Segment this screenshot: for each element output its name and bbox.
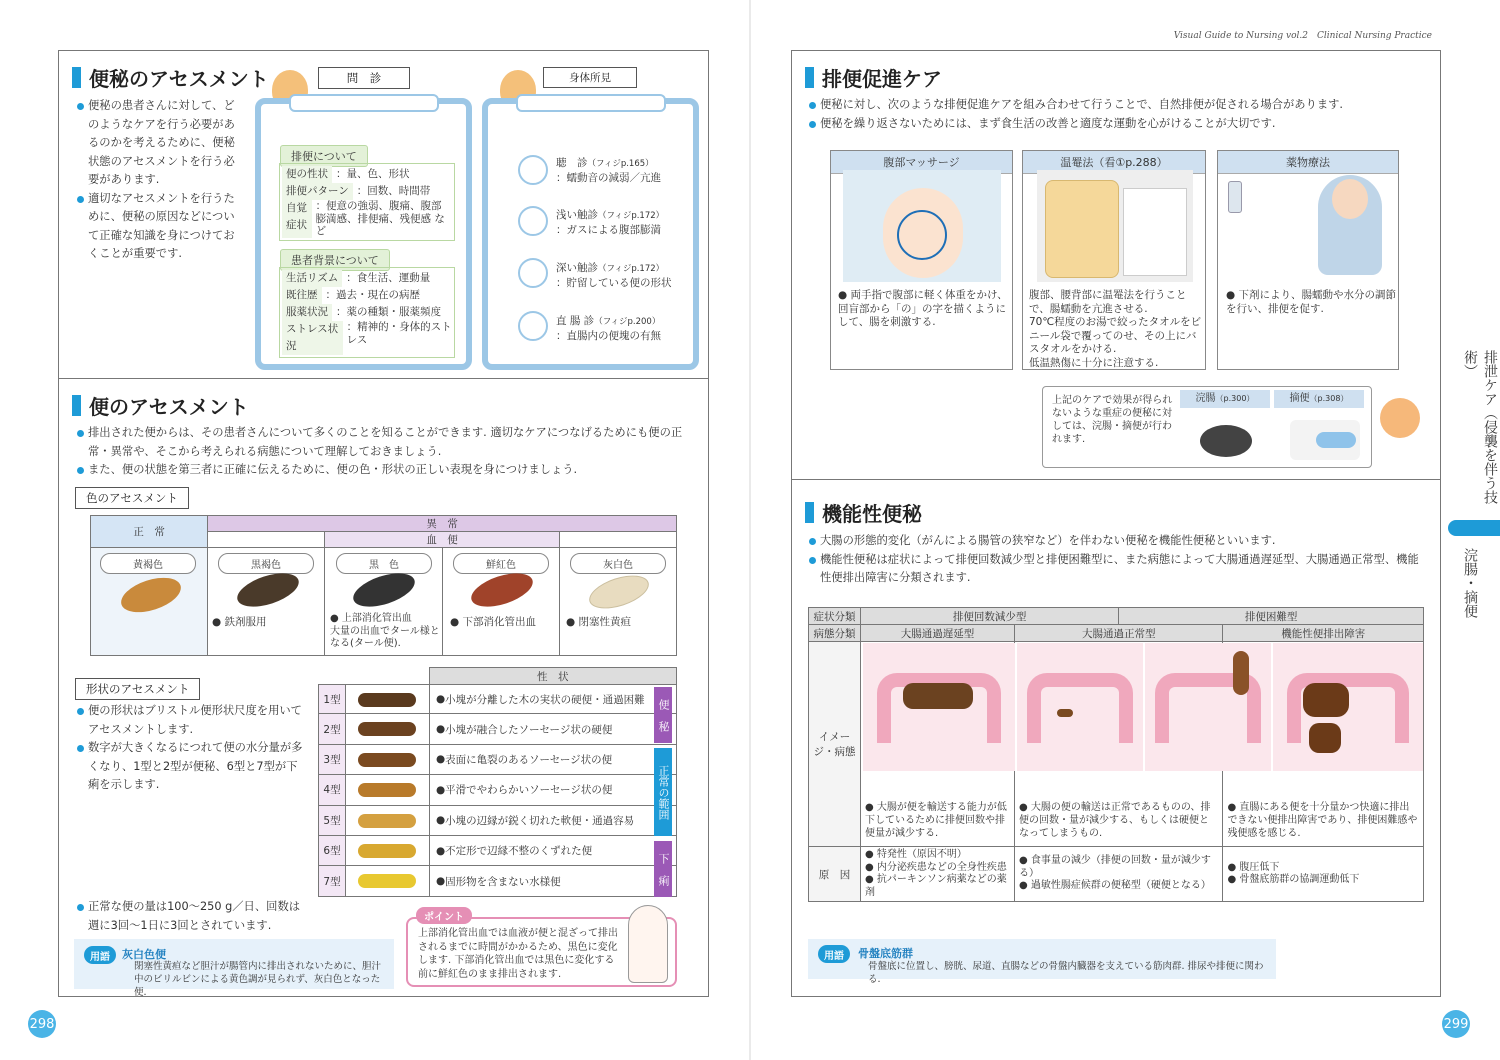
hand-palpation-icon <box>518 258 548 288</box>
bristol-type: 5型 <box>319 806 346 835</box>
bristol-stool-image <box>346 745 430 774</box>
symptom-type-b: 排便困難型 <box>1119 608 1424 625</box>
cause-item: ● 食事量の減少（排便の回数・量が減少する） <box>1019 855 1211 879</box>
shape-bullets <box>76 702 304 795</box>
stool-shape <box>358 874 416 888</box>
color-note: ● 鉄剤服用 <box>212 616 267 628</box>
patient-face <box>1332 179 1368 219</box>
normal-header: 正 常 <box>91 516 208 548</box>
kv-key: 生活リズム <box>282 270 342 287</box>
hot-compress-illustration <box>1037 170 1193 282</box>
bullet-item: 正常な便の量は100〜250 g／日、回数は週に3回〜1日に3回とされています. <box>76 898 304 935</box>
cause-cell <box>861 847 1015 902</box>
bristol-row <box>318 806 677 836</box>
bristol-row <box>318 745 677 775</box>
color-note: ● 上部消化管出血 大量の出血でタール様となる(タール便). <box>330 613 440 649</box>
cause-item: ● 腹圧低下 <box>1227 861 1280 873</box>
bullet-item: 便秘の患者さんに対して、どのようなケアを行う必要があるのかを考えるために、便秘状態のアセスメントを行う必要があります. <box>76 97 244 190</box>
bullet-item: 便秘に対し、次のような排便促進ケアを組み合わせて行うことで、自然排便が促される場合があります. <box>808 96 1428 115</box>
stool-mass <box>1233 651 1249 695</box>
stool-shape <box>358 693 416 707</box>
torso-illustration <box>628 905 668 983</box>
row-label: 原 因 <box>809 847 861 902</box>
term-title: 骨盤底筋群 <box>858 947 913 960</box>
color-label: 黄褐色 <box>100 553 196 574</box>
bullet-item: 便の形状はブリストル便形状尺度を用いてアセスメントします. <box>76 702 304 739</box>
about-stool-list <box>279 163 455 241</box>
care-card-text: ● 両手指で腹部に軽く体重をかけ、回盲部から「の」の字を描くようにして、腸を刺激する. <box>838 289 1008 328</box>
bristol-desc: ● 不定形で辺縁不整のくずれた便 <box>436 844 593 858</box>
constipation-arrow: 便 秘 <box>654 687 672 743</box>
stool-mass <box>1057 709 1073 717</box>
colon-illustration-normal-transit-2 <box>1145 643 1271 771</box>
colon-illustration-defecation-disorder <box>1273 643 1423 771</box>
bristol-type: 4型 <box>319 775 346 804</box>
physical-item-ref: （フィジp.172） <box>598 264 665 274</box>
bristol-row <box>318 775 677 805</box>
colon-shape <box>1027 673 1133 743</box>
color-label: 黒 色 <box>336 553 432 574</box>
kv-key: 便の性状 <box>282 166 332 183</box>
circular-arrow-icon <box>897 210 947 260</box>
color-note: ● 閉塞性黄疸 <box>566 616 631 628</box>
bristol-stool-image <box>346 806 430 835</box>
bristol-desc: ● 平滑でやわらかいソーセージ状の便 <box>436 783 613 797</box>
plastic-bag-shape <box>1123 188 1187 276</box>
bristol-stool-image <box>346 866 430 895</box>
bullet-item: 排出された便からは、その患者さんについて多くのことを知ることができます. 適切なケアにつなげるためにも便の正常・異常や、そこから考えられる病態について理解しておきましょう. <box>76 424 696 461</box>
physical-item-desc: ：ガスによる腹部膨満 <box>556 224 661 236</box>
care-card-title: 温罨法（看①p.288） <box>1023 151 1205 174</box>
color-assessment-tag: 色のアセスメント <box>75 487 189 509</box>
color-note: ● 下部消化管出血 <box>450 616 536 628</box>
bristol-type: 6型 <box>319 836 346 865</box>
physical-item-ref: （フィジp.165） <box>587 159 654 169</box>
disimpaction-label: 摘便（p.308） <box>1274 390 1364 408</box>
pathology-desc: ● 大腸の便の輸送は正常であるものの、排便の回数・量が減少する、もしくは硬便となってしまうもの. <box>1019 802 1211 839</box>
abnormal-header: 異 常 <box>208 516 677 532</box>
physical-item-name: 直 腸 診 <box>556 315 595 327</box>
severe-case-text: 上記のケアで効果が得られないような重症の便秘に対しては、浣腸・摘便が行われます. <box>1052 395 1173 445</box>
row-label: 病態分類 <box>809 625 861 642</box>
gloved-hand-illustration <box>1290 420 1360 460</box>
cause-cell <box>1015 847 1223 902</box>
stool-bullets <box>76 424 696 480</box>
cause-item: ● 骨盤底筋群の協調運動低下 <box>1227 874 1360 885</box>
bristol-header: 性 状 <box>429 668 677 685</box>
bullet-item: 便秘を繰り返さないためには、まず食生活の改善と適度な運動を心がけることが大切です. <box>808 115 1428 134</box>
elderly-patient-illustration <box>1318 175 1382 275</box>
bristol-stool-image <box>346 685 430 713</box>
care-card-title: 薬物療法 <box>1218 151 1398 174</box>
physical-tag: 身体所見 <box>543 67 637 88</box>
stool-mass <box>1303 683 1349 717</box>
kv-key: ストレス状況 <box>282 321 343 355</box>
bristol-row <box>318 714 677 744</box>
normal-amount-bullet <box>76 898 304 935</box>
cause-item: ● 抗パーキンソン病薬などの薬剤 <box>865 874 1007 898</box>
chapter-side-tab: 排泄ケア（侵襲を伴う技術） <box>1462 350 1498 504</box>
kv-value: ：回数、時間帯 <box>356 185 431 197</box>
pathology-type: 大腸通過正常型 <box>1015 625 1223 642</box>
physical-item-name: 聴 診 <box>556 157 588 169</box>
towel-shape <box>1045 180 1119 278</box>
page-gutter <box>749 0 751 1060</box>
bristol-stool-image <box>346 836 430 865</box>
row-label: 症状分類 <box>809 608 861 625</box>
care-card-massage <box>830 150 1013 370</box>
cause-item: ● 特発性（原因不明） <box>865 849 967 860</box>
term-text: 閉塞性黄疸など胆汁が腸管内に排出されないために、胆汁中のビリルビンによる黄色調が見られず、灰白色となった便. <box>134 961 382 998</box>
page-number-left: 298 <box>28 1010 56 1038</box>
point-text: 上部消化管出血では血液が便と混ざって排出されるまでに時間がかかるため、黒色に変化します. 下部消化管出血では黒色に変化する前に鮮紅色のまま排出されます. <box>418 928 618 980</box>
physical-item-desc: ：直腸内の便塊の有無 <box>556 330 661 342</box>
physical-item <box>556 261 691 290</box>
bullet-item: 機能性便秘は症状によって排便回数減少型と排便困難型に、また病態によって大腸通過遅延型、大腸通過正常型、機能性便排出障害に分類されます. <box>808 551 1428 588</box>
interview-tag: 問 診 <box>318 67 410 89</box>
term-label: 用語 <box>84 946 116 964</box>
physical-item-name: 深い触診 <box>556 262 598 274</box>
physical-item-desc: ：貯留している便の形状 <box>556 277 672 289</box>
enema-label: 浣腸（p.300） <box>1180 390 1270 408</box>
bristol-desc: ● 小塊の辺縁が鋭く切れた軟便・通過容易 <box>436 814 635 827</box>
side-tab-marker <box>1448 520 1500 536</box>
stethoscope-icon <box>518 155 548 185</box>
stool-mass <box>1309 723 1341 753</box>
bristol-type: 7型 <box>319 866 346 895</box>
constipation-bullets <box>76 97 244 264</box>
bristol-scale-table <box>318 667 677 685</box>
kv-key: 服薬状況 <box>282 304 332 321</box>
symptom-type-a: 排便回数減少型 <box>861 608 1119 625</box>
section-title-constipation-assessment: 便秘のアセスメント <box>72 63 269 92</box>
about-stool-heading: 排便について <box>280 145 368 167</box>
colon-illustration-normal-transit-1 <box>1017 643 1143 771</box>
bristol-stool-image <box>346 775 430 804</box>
physical-item-desc: ：蠕動音の減弱／亢進 <box>556 172 661 184</box>
color-label: 鮮紅色 <box>453 553 549 574</box>
physical-item <box>556 156 691 185</box>
bristol-desc: ● 小塊が融合したソーセージ状の硬便 <box>436 723 613 736</box>
stool-shape <box>358 844 416 858</box>
section-title-stool-assessment: 便のアセスメント <box>72 391 249 420</box>
section-title-promotion-care: 排便促進ケア <box>805 63 942 92</box>
physical-item <box>556 208 691 237</box>
bristol-row <box>318 836 677 866</box>
term-text: 骨盤底に位置し、膀胱、尿道、直腸などの骨盤内臓器を支えている筋肉群. 排尿や排便に関わる. <box>868 961 1264 985</box>
section-title-functional-constipation: 機能性便秘 <box>805 498 922 527</box>
bloody-stool-header: 血 便 <box>325 532 559 548</box>
stool-mass <box>903 683 973 709</box>
promotion-bullets <box>808 96 1428 133</box>
stool-shape <box>358 753 416 767</box>
bristol-desc: ● 表面に亀裂のあるソーセージ状の便 <box>436 753 613 766</box>
pathology-desc: ● 直腸にある便を十分量かつ快適に排出できない便排出障害であり、排便困難感や残便感を感じる. <box>1227 802 1418 839</box>
massage-illustration <box>843 170 1001 282</box>
color-label: 灰白色 <box>570 553 666 574</box>
color-label: 黒褐色 <box>218 553 314 574</box>
enema-bulb-illustration <box>1200 425 1252 457</box>
bristol-row <box>318 866 677 896</box>
shape-assessment-tag: 形状のアセスメント <box>75 678 200 700</box>
kv-value: ：食生活、運動量 <box>346 272 431 284</box>
page-number-right: 299 <box>1442 1010 1470 1038</box>
bullet-item: 数字が大きくなるにつれて便の水分量が多くなり、1型と2型が便秘、6型と7型が下痢を示します. <box>76 739 304 795</box>
colon-illustration-slow-transit <box>863 643 1015 771</box>
kv-value: ：便意の強弱、腹痛、腹部膨満感、排便痛、残便感 など <box>315 200 445 237</box>
bristol-row <box>318 684 677 714</box>
point-label: ポイント <box>416 907 472 924</box>
clipboard-clip <box>516 94 666 112</box>
kv-key: 排便パターン <box>282 183 353 200</box>
care-card-text: 腹部、腰背部に温罨法を行うことで、腸蠕動を亢進させる. 70℃程度のお湯で絞ったタオルをビニール袋で覆ってのせ、その上にバスタオルをかける. 低温熱傷に十分に注意する. <box>1029 289 1202 369</box>
normal-range-arrow: 正常の範囲 <box>654 748 672 836</box>
section-divider <box>792 479 1440 480</box>
physical-item-name: 浅い触診 <box>556 209 598 221</box>
bristol-type: 3型 <box>319 745 346 774</box>
patient-background-list <box>279 267 455 358</box>
running-header: Visual Guide to Nursing vol.2 Clinical Nursing Practice <box>1173 31 1432 41</box>
section-divider <box>59 378 708 379</box>
nurse-illustration <box>1380 398 1420 438</box>
bullet-item: また、便の状態を第三者に正確に伝えるために、便の色・形状の正しい表現を身につけましょう. <box>76 461 696 480</box>
cause-cell <box>1223 847 1424 902</box>
bristol-stool-image <box>346 714 430 743</box>
kv-key: 既往歴 <box>282 287 322 304</box>
physical-item-ref: （フィジp.200） <box>594 317 661 327</box>
bullet-item: 大腸の形態的変化（がんによる腸管の狭窄など）を伴わない便秘を機能性便秘といいます. <box>808 532 1428 551</box>
stool-shape <box>358 814 416 828</box>
bristol-desc: ● 固形物を含まない水様便 <box>436 875 561 888</box>
bristol-type: 2型 <box>319 714 346 743</box>
care-card-medication <box>1217 150 1399 370</box>
cause-item: ● 過敏性腸症候群の便秘型（硬便となる） <box>1019 880 1211 892</box>
stool-shape <box>358 722 416 736</box>
bristol-type: 1型 <box>319 685 346 713</box>
medicine-bottle-icon <box>1228 181 1242 213</box>
term-label: 用語 <box>818 945 850 963</box>
kv-value: ：量、色、形状 <box>336 168 410 180</box>
pathology-type: 大腸通過遅延型 <box>861 625 1015 642</box>
kv-value: ：過去・現在の病歴 <box>325 289 420 301</box>
term-title: 灰白色便 <box>122 948 166 961</box>
patient-background-heading: 患者背景について <box>280 249 390 271</box>
row-label: イメージ・病態 <box>809 642 861 847</box>
pathology-type: 機能性便排出障害 <box>1223 625 1424 642</box>
functional-bullets <box>808 532 1428 588</box>
stool-shape <box>358 783 416 797</box>
physical-item <box>556 314 691 343</box>
diarrhea-arrow: 下 痢 <box>654 841 672 897</box>
physical-item-ref: （フィジp.172） <box>598 211 665 221</box>
cause-item: ● 内分泌疾患などの全身性疾患 <box>865 861 1007 873</box>
kv-value: ：薬の種類・服薬頻度 <box>336 306 441 318</box>
care-card-title: 腹部マッサージ <box>831 151 1012 174</box>
pathology-desc: ● 大腸が便を輸送する能力が低下しているために排便回数や排便量が減少する. <box>865 802 1007 839</box>
rectal-exam-icon <box>518 311 548 341</box>
kv-key: 自覚症状 <box>282 200 312 238</box>
bullet-item: 適切なアセスメントを行うために、便秘の原因などについて正確な知識を身につけておくことが重要です. <box>76 190 244 264</box>
bristol-desc: ● 小塊が分離した木の実状の硬便・通過困難 <box>436 693 645 706</box>
kv-value: ：精神的・身体的ストレス <box>346 321 452 346</box>
clipboard-clip <box>289 94 439 112</box>
hand-palpation-icon <box>518 206 548 236</box>
section-side-tab: 浣腸・摘便 <box>1462 548 1478 618</box>
care-card-text: ● 下剤により、腸蠕動や水分の調節を行い、排便を促す. <box>1226 289 1396 315</box>
glove-shape <box>1316 432 1356 448</box>
